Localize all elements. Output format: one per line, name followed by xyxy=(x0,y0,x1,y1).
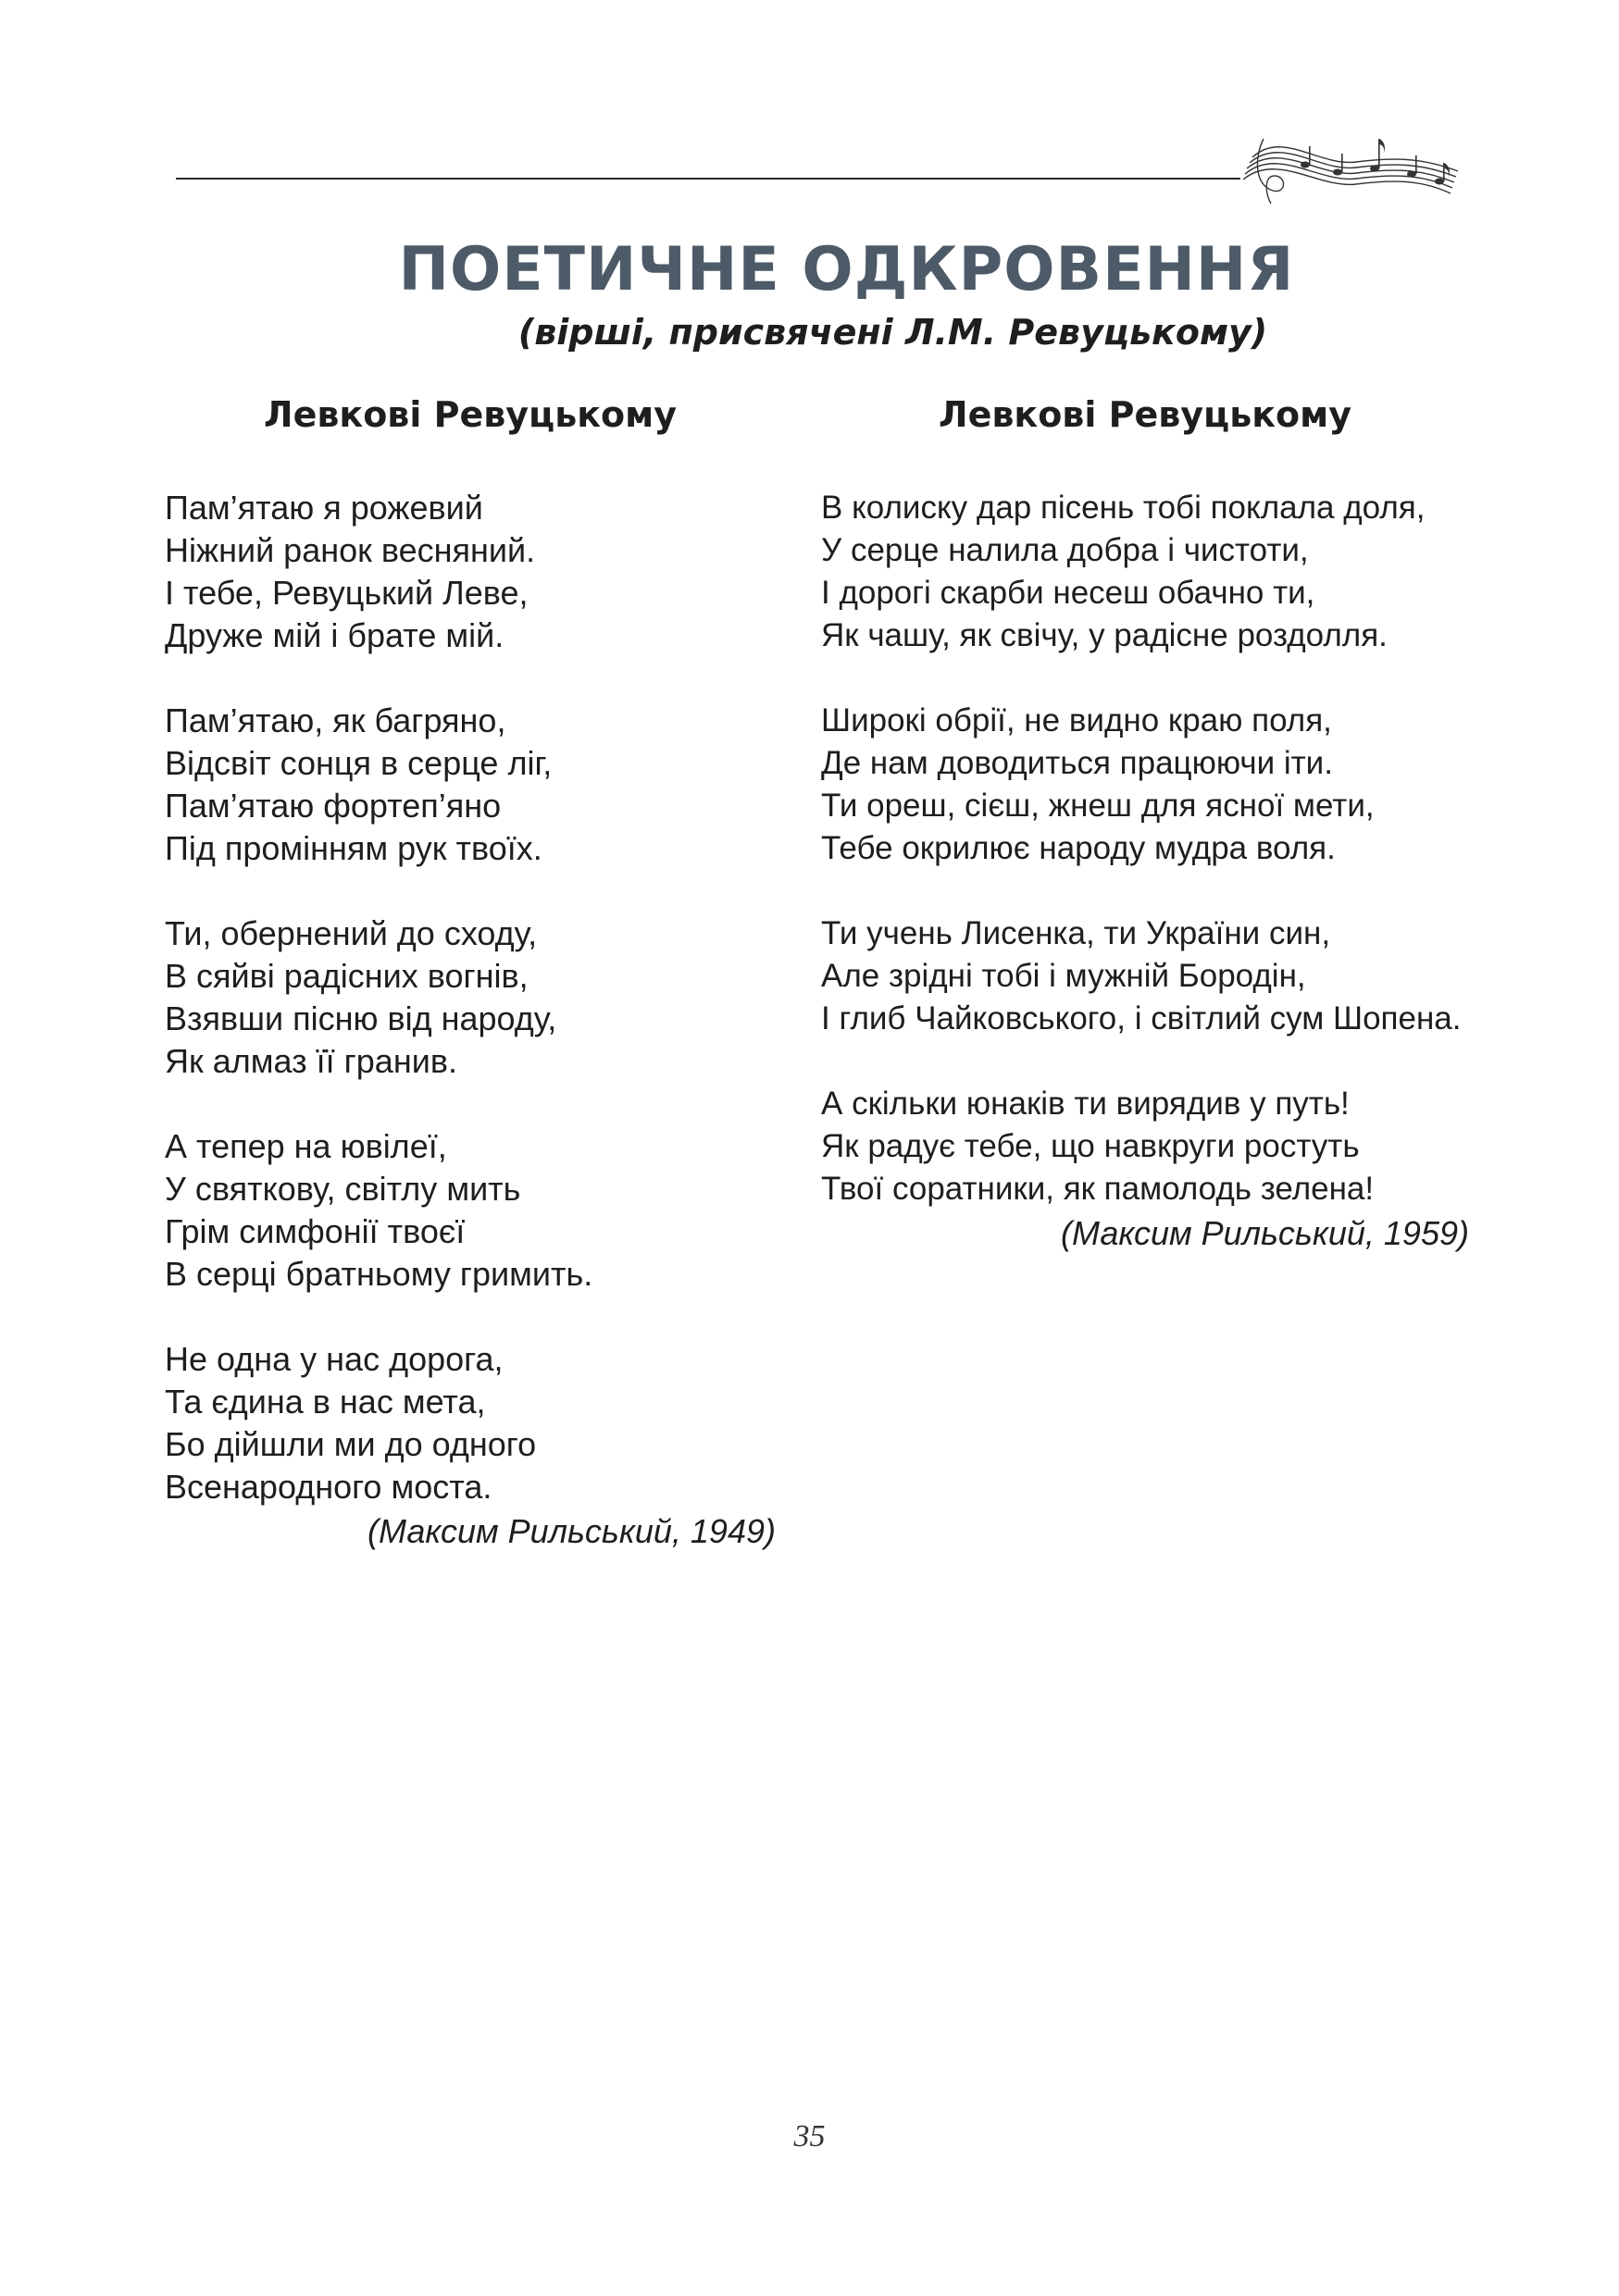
poem-line: Та єдина в нас мета, xyxy=(165,1383,486,1421)
poem-line: Під промінням рук твоїх. xyxy=(165,829,542,867)
stanza xyxy=(165,487,776,657)
poem-line: У серце налила добра і чистоти, xyxy=(821,532,1309,568)
poem-line: Як чашу, як свічу, у радісне роздолля. xyxy=(821,617,1388,653)
poem-line: Широкі обрії, не видно краю поля, xyxy=(821,702,1332,738)
poem-line: Але зрідні тобі і мужній Бородін, xyxy=(821,958,1306,994)
stanza xyxy=(165,1125,776,1296)
poem-line: Твої соратники, як памолодь зелена! xyxy=(821,1171,1375,1207)
stanza xyxy=(165,912,776,1083)
page-subtitle: (вірші, присвячені Л.М. Ревуцькому) xyxy=(517,312,1268,353)
poem-left xyxy=(165,389,776,1553)
stanza xyxy=(165,1338,776,1508)
poem-line: І тебе, Ревуцький Леве, xyxy=(165,574,529,612)
poem-right xyxy=(821,389,1469,1255)
poem-line: В сяйві радісних вогнів, xyxy=(165,957,529,995)
poem-line: Пам’ятаю фортеп’яно xyxy=(165,787,502,825)
stanza xyxy=(821,487,1469,657)
poem-heading: Левкові Ревуцькому xyxy=(939,394,1351,435)
poem-line: Як алмаз її гранив. xyxy=(165,1042,457,1080)
stanza xyxy=(821,700,1469,870)
poem-heading: Левкові Ревуцькому xyxy=(264,394,677,435)
poem-line: Де нам доводиться працюючи іти. xyxy=(821,745,1333,781)
music-staff-notes-icon xyxy=(1236,120,1467,213)
poem-line: А тепер на ювілеї, xyxy=(165,1127,447,1165)
poem-line: Ніжний ранок весняний. xyxy=(165,531,536,569)
stanza xyxy=(165,700,776,870)
poem-line: В серці братньому гримить. xyxy=(165,1255,593,1293)
poem-line: Пам’ятаю я рожевий xyxy=(165,489,483,527)
poem-line: Всенародного моста. xyxy=(165,1468,492,1506)
poem-line: У святкову, світлу мить xyxy=(165,1170,521,1208)
title-block xyxy=(0,233,1619,357)
poem-line: Як радує тебе, що навкруги ростуть xyxy=(821,1128,1360,1164)
poem-line: Не одна у нас дорога, xyxy=(165,1340,504,1378)
poem-line: Тебе окрилює народу мудра воля. xyxy=(821,830,1336,866)
poem-line: І дорогі скарби несеш обачно ти, xyxy=(821,575,1315,611)
poem-attribution: (Максим Рильський, 1949) xyxy=(367,1512,776,1550)
stanza xyxy=(821,912,1469,1040)
poem-line: Пам’ятаю, як багряно, xyxy=(165,701,506,739)
poem-line: Бо дійшли ми до одного xyxy=(165,1425,537,1463)
poem-line: Ти, обернений до сходу, xyxy=(165,914,538,952)
poem-line: Грім симфонії твоєї xyxy=(165,1212,466,1250)
poem-line: Взявши пісню від народу, xyxy=(165,999,557,1037)
poem-line: В колиску дар пісень тобі поклала доля, xyxy=(821,490,1426,526)
poem-line: А скільки юнаків ти вирядив у путь! xyxy=(821,1086,1350,1122)
page-number: 35 xyxy=(793,2119,826,2153)
poem-line: Ти учень Лисенка, ти України син, xyxy=(821,915,1331,951)
poem-attribution: (Максим Рильський, 1959) xyxy=(1060,1214,1469,1252)
page-title: ПОЕТИЧНЕ ОДКРОВЕННЯ xyxy=(398,235,1295,304)
poem-line: Відсвіт сонця в серце ліг, xyxy=(165,744,553,782)
poem-line: Друже мій і брате мій. xyxy=(165,616,504,654)
header-rule xyxy=(176,178,1240,180)
poem-line: Ти ореш, сієш, жнеш для ясної мети, xyxy=(821,788,1375,824)
poem-line: І глиб Чайковського, і світлий сум Шопена. xyxy=(821,1000,1462,1036)
stanza xyxy=(821,1083,1469,1210)
